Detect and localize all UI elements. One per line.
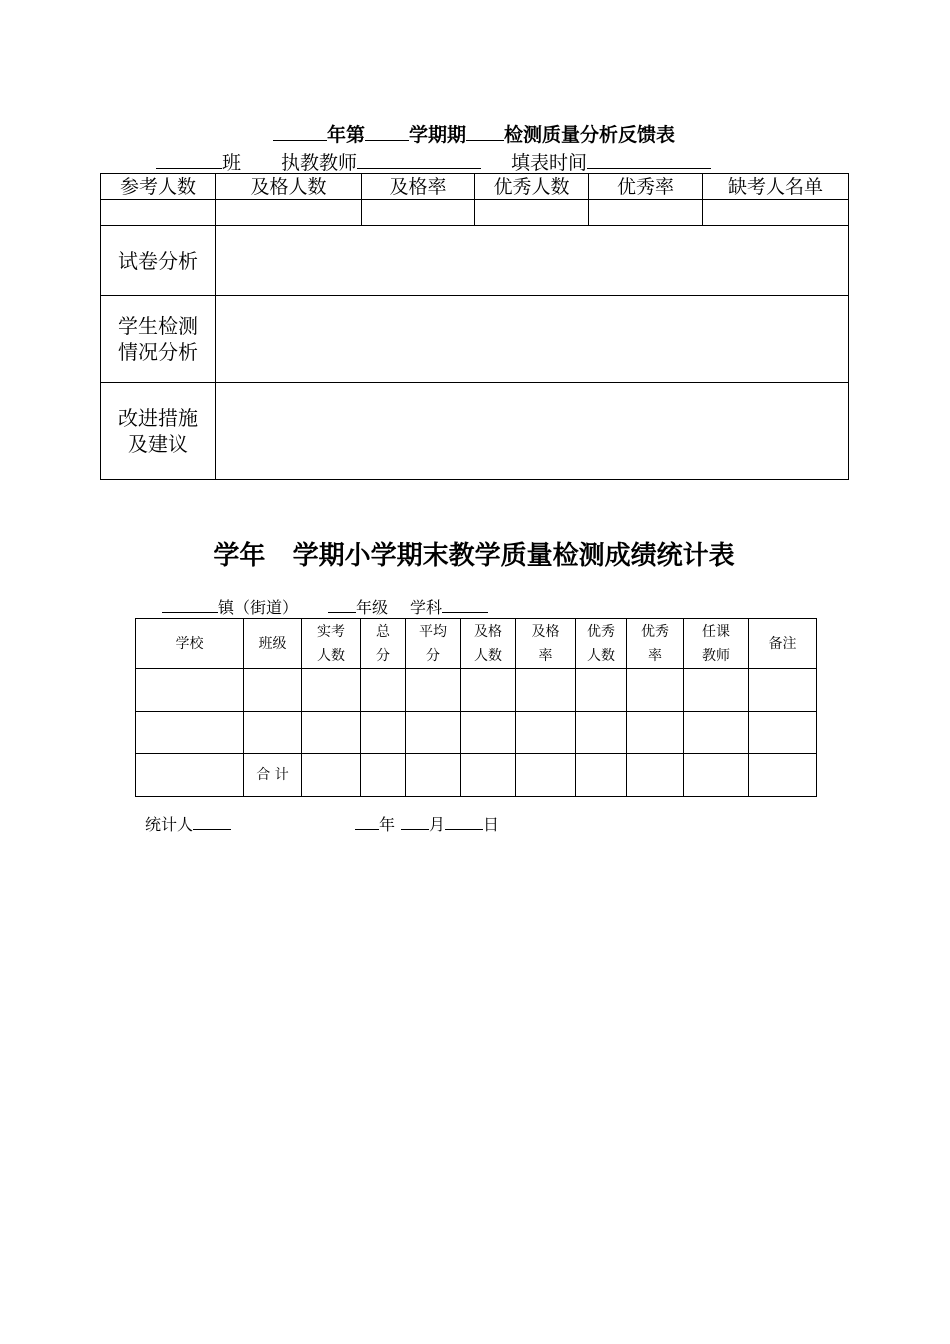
month-label: 月 bbox=[429, 815, 446, 834]
section-label-line: 及建议 bbox=[128, 432, 188, 456]
header-line: 任课 bbox=[702, 623, 730, 640]
total-row bbox=[136, 754, 817, 797]
data-cell[interactable] bbox=[627, 754, 684, 797]
statistician-label: 统计人 bbox=[145, 815, 194, 834]
fill-time-blank[interactable] bbox=[587, 148, 711, 169]
header-cell: 及格人数 bbox=[216, 174, 362, 200]
form1-header-row bbox=[101, 174, 849, 200]
data-cell[interactable] bbox=[684, 712, 749, 754]
data-cell[interactable] bbox=[302, 754, 361, 797]
data-cell[interactable] bbox=[136, 712, 244, 754]
section-row bbox=[101, 226, 849, 296]
data-cell[interactable] bbox=[749, 669, 817, 712]
data-cell[interactable] bbox=[684, 669, 749, 712]
header-cell bbox=[749, 619, 817, 669]
data-cell[interactable] bbox=[576, 754, 627, 797]
table-row bbox=[136, 669, 817, 712]
data-cell[interactable] bbox=[516, 712, 576, 754]
section-content[interactable] bbox=[216, 226, 849, 296]
fill-time-label: 填表时间 bbox=[511, 152, 588, 174]
header-line: 人数 bbox=[317, 647, 345, 664]
header-line: 率 bbox=[648, 647, 662, 664]
data-cell[interactable] bbox=[361, 712, 406, 754]
class-blank[interactable] bbox=[156, 148, 222, 169]
form1-value-row bbox=[101, 200, 849, 226]
section-label bbox=[101, 226, 216, 296]
header-line: 分 bbox=[426, 647, 440, 664]
data-cell[interactable] bbox=[576, 669, 627, 712]
data-cell[interactable] bbox=[461, 669, 516, 712]
year-blank[interactable] bbox=[273, 122, 327, 141]
town-label: 镇（街道） bbox=[218, 598, 299, 617]
header-line: 学校 bbox=[175, 635, 204, 652]
header-line: 优秀 bbox=[641, 623, 669, 640]
header-cell bbox=[461, 619, 516, 669]
data-cell[interactable] bbox=[406, 669, 461, 712]
statistician-blank[interactable] bbox=[193, 811, 231, 830]
data-cell[interactable] bbox=[749, 712, 817, 754]
data-cell[interactable] bbox=[136, 754, 244, 797]
header-line: 教师 bbox=[702, 647, 730, 664]
subject-blank[interactable] bbox=[442, 594, 488, 613]
data-cell[interactable] bbox=[461, 754, 516, 797]
data-cell[interactable] bbox=[244, 712, 302, 754]
section-row bbox=[101, 383, 849, 480]
term-blank[interactable] bbox=[466, 122, 504, 141]
data-cell[interactable] bbox=[516, 669, 576, 712]
header-cell bbox=[516, 619, 576, 669]
header-cell bbox=[576, 619, 627, 669]
form1-info-line bbox=[156, 148, 711, 175]
header-cell bbox=[302, 619, 361, 669]
data-cell[interactable] bbox=[244, 669, 302, 712]
header-line: 率 bbox=[538, 647, 553, 664]
sig-month-blank[interactable] bbox=[401, 811, 429, 830]
title-part-1: 年第 bbox=[326, 124, 365, 146]
header-cell bbox=[244, 619, 302, 669]
form1-table bbox=[100, 173, 849, 480]
section-label bbox=[101, 296, 216, 383]
data-cell[interactable] bbox=[302, 669, 361, 712]
form2-info-line bbox=[162, 594, 488, 619]
sig-year-blank[interactable] bbox=[355, 811, 379, 830]
header-cell: 优秀人数 bbox=[475, 174, 589, 200]
teacher-blank[interactable] bbox=[357, 148, 481, 169]
header-line: 班级 bbox=[258, 635, 287, 652]
header-cell: 参考人数 bbox=[101, 174, 216, 200]
form2-header-row bbox=[136, 619, 817, 669]
header-cell bbox=[627, 619, 684, 669]
header-line: 总 bbox=[376, 623, 390, 640]
header-cell bbox=[684, 619, 749, 669]
section-content[interactable] bbox=[216, 383, 849, 480]
header-cell: 优秀率 bbox=[589, 174, 703, 200]
data-cell[interactable] bbox=[684, 754, 749, 797]
section-label-line: 试卷分析 bbox=[118, 248, 198, 273]
signature-line bbox=[145, 811, 499, 837]
grade-label: 年级 bbox=[356, 598, 389, 617]
data-cell[interactable] bbox=[627, 669, 684, 712]
header-line: 及格 bbox=[474, 623, 502, 640]
data-cell[interactable] bbox=[406, 712, 461, 754]
teacher-label: 执教教师 bbox=[281, 152, 358, 174]
header-cell bbox=[136, 619, 244, 669]
header-line: 实考 bbox=[317, 623, 345, 640]
data-cell[interactable] bbox=[576, 712, 627, 754]
header-cell: 及格率 bbox=[362, 174, 475, 200]
header-line: 人数 bbox=[587, 647, 615, 664]
header-line: 分 bbox=[376, 647, 390, 664]
section-content[interactable] bbox=[216, 296, 849, 383]
value-cell[interactable] bbox=[362, 200, 475, 226]
section-label-line: 改进措施 bbox=[118, 406, 198, 430]
header-line: 及格 bbox=[531, 623, 560, 640]
data-cell[interactable] bbox=[361, 754, 406, 797]
data-cell[interactable] bbox=[627, 712, 684, 754]
header-line: 备注 bbox=[768, 635, 797, 652]
grade-blank[interactable] bbox=[328, 594, 356, 613]
class-label: 班 bbox=[222, 152, 242, 174]
form1-title bbox=[100, 122, 848, 148]
year-label: 年 bbox=[379, 815, 396, 834]
semester-blank[interactable] bbox=[365, 122, 409, 141]
form2-table bbox=[135, 618, 817, 797]
value-cell[interactable] bbox=[703, 200, 849, 226]
table-row bbox=[136, 712, 817, 754]
value-cell[interactable] bbox=[589, 200, 703, 226]
data-cell[interactable] bbox=[516, 754, 576, 797]
value-cell[interactable] bbox=[475, 200, 589, 226]
data-cell[interactable] bbox=[406, 754, 461, 797]
section-label-line: 学生检测 bbox=[118, 314, 198, 338]
header-cell bbox=[361, 619, 406, 669]
header-line: 优秀 bbox=[587, 623, 615, 640]
data-cell[interactable] bbox=[136, 669, 244, 712]
data-cell[interactable] bbox=[361, 669, 406, 712]
total-label: 合 计 bbox=[244, 754, 302, 797]
value-cell[interactable] bbox=[101, 200, 216, 226]
subject-label: 学科 bbox=[410, 598, 443, 617]
section-label-line: 情况分析 bbox=[118, 340, 198, 364]
section-label bbox=[101, 383, 216, 480]
header-cell: 缺考人名单 bbox=[703, 174, 849, 200]
title-part-2: 学期期 bbox=[408, 124, 466, 146]
header-line: 平均 bbox=[419, 623, 447, 640]
header-cell bbox=[406, 619, 461, 669]
town-blank[interactable] bbox=[162, 594, 218, 613]
form2-title: 学年 学期小学期末教学质量检测成绩统计表 bbox=[213, 541, 735, 571]
sig-day-blank[interactable] bbox=[445, 811, 483, 830]
section-row bbox=[101, 296, 849, 383]
value-cell[interactable] bbox=[216, 200, 362, 226]
data-cell[interactable] bbox=[302, 712, 361, 754]
header-line: 人数 bbox=[474, 647, 502, 664]
data-cell[interactable] bbox=[461, 712, 516, 754]
title-part-3: 检测质量分析反馈表 bbox=[504, 124, 676, 146]
data-cell[interactable] bbox=[749, 754, 817, 797]
day-label: 日 bbox=[483, 815, 500, 834]
